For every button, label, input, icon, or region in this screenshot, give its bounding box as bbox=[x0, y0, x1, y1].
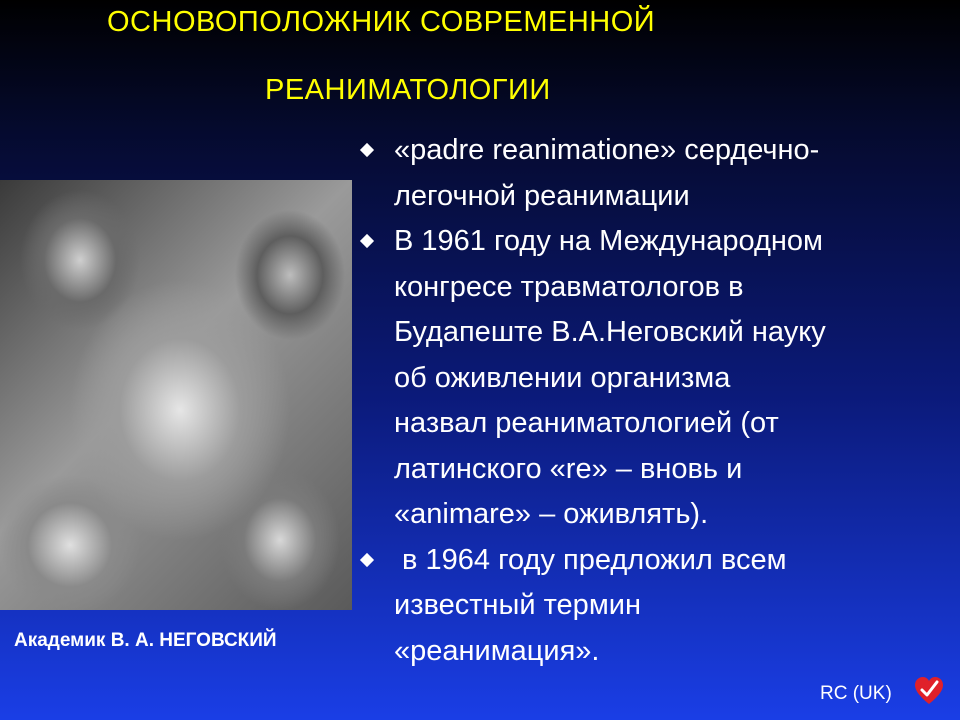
diamond-bullet-icon bbox=[360, 552, 374, 566]
bullet-list bbox=[358, 128, 954, 674]
bullet-line: «реанимация». bbox=[394, 634, 600, 667]
heart-check-logo-icon bbox=[913, 675, 945, 707]
bullet-item bbox=[358, 128, 954, 219]
slide-title-line-1: ОСНОВОПОЛОЖНИК СОВРЕМЕННОЙ bbox=[107, 6, 656, 38]
bullet-line: назвал реаниматологией (от bbox=[394, 407, 779, 439]
bullet-line: В 1961 году на Международном bbox=[394, 225, 823, 257]
bullet-line: в 1964 году предложил всем bbox=[394, 543, 787, 576]
bullet-line: Будапеште В.А.Неговский науку bbox=[394, 316, 826, 348]
diamond-bullet-icon bbox=[360, 143, 374, 157]
bullet-line: об оживлении организма bbox=[394, 361, 731, 394]
portrait-collage-image bbox=[0, 180, 352, 610]
bullet-line: «animare» – оживлять). bbox=[394, 498, 709, 530]
bullet-line: «padre reanimatione» сердечно- bbox=[394, 134, 820, 166]
photo-caption: Академик В. А. НЕГОВСКИЙ bbox=[14, 630, 277, 651]
bullet-item bbox=[358, 538, 954, 675]
bullet-line: латинского «re» – вновь и bbox=[394, 452, 743, 485]
diamond-bullet-icon bbox=[360, 234, 374, 248]
bullet-line: конгресе травматологов в bbox=[394, 270, 744, 303]
footer-credit: RC (UK) bbox=[820, 683, 892, 704]
bullet-line: легочной реанимации bbox=[394, 179, 690, 212]
bullet-item bbox=[358, 219, 954, 538]
bullet-line: известный термин bbox=[394, 589, 641, 621]
slide-title-line-2: РЕАНИМАТОЛОГИИ bbox=[265, 74, 551, 106]
